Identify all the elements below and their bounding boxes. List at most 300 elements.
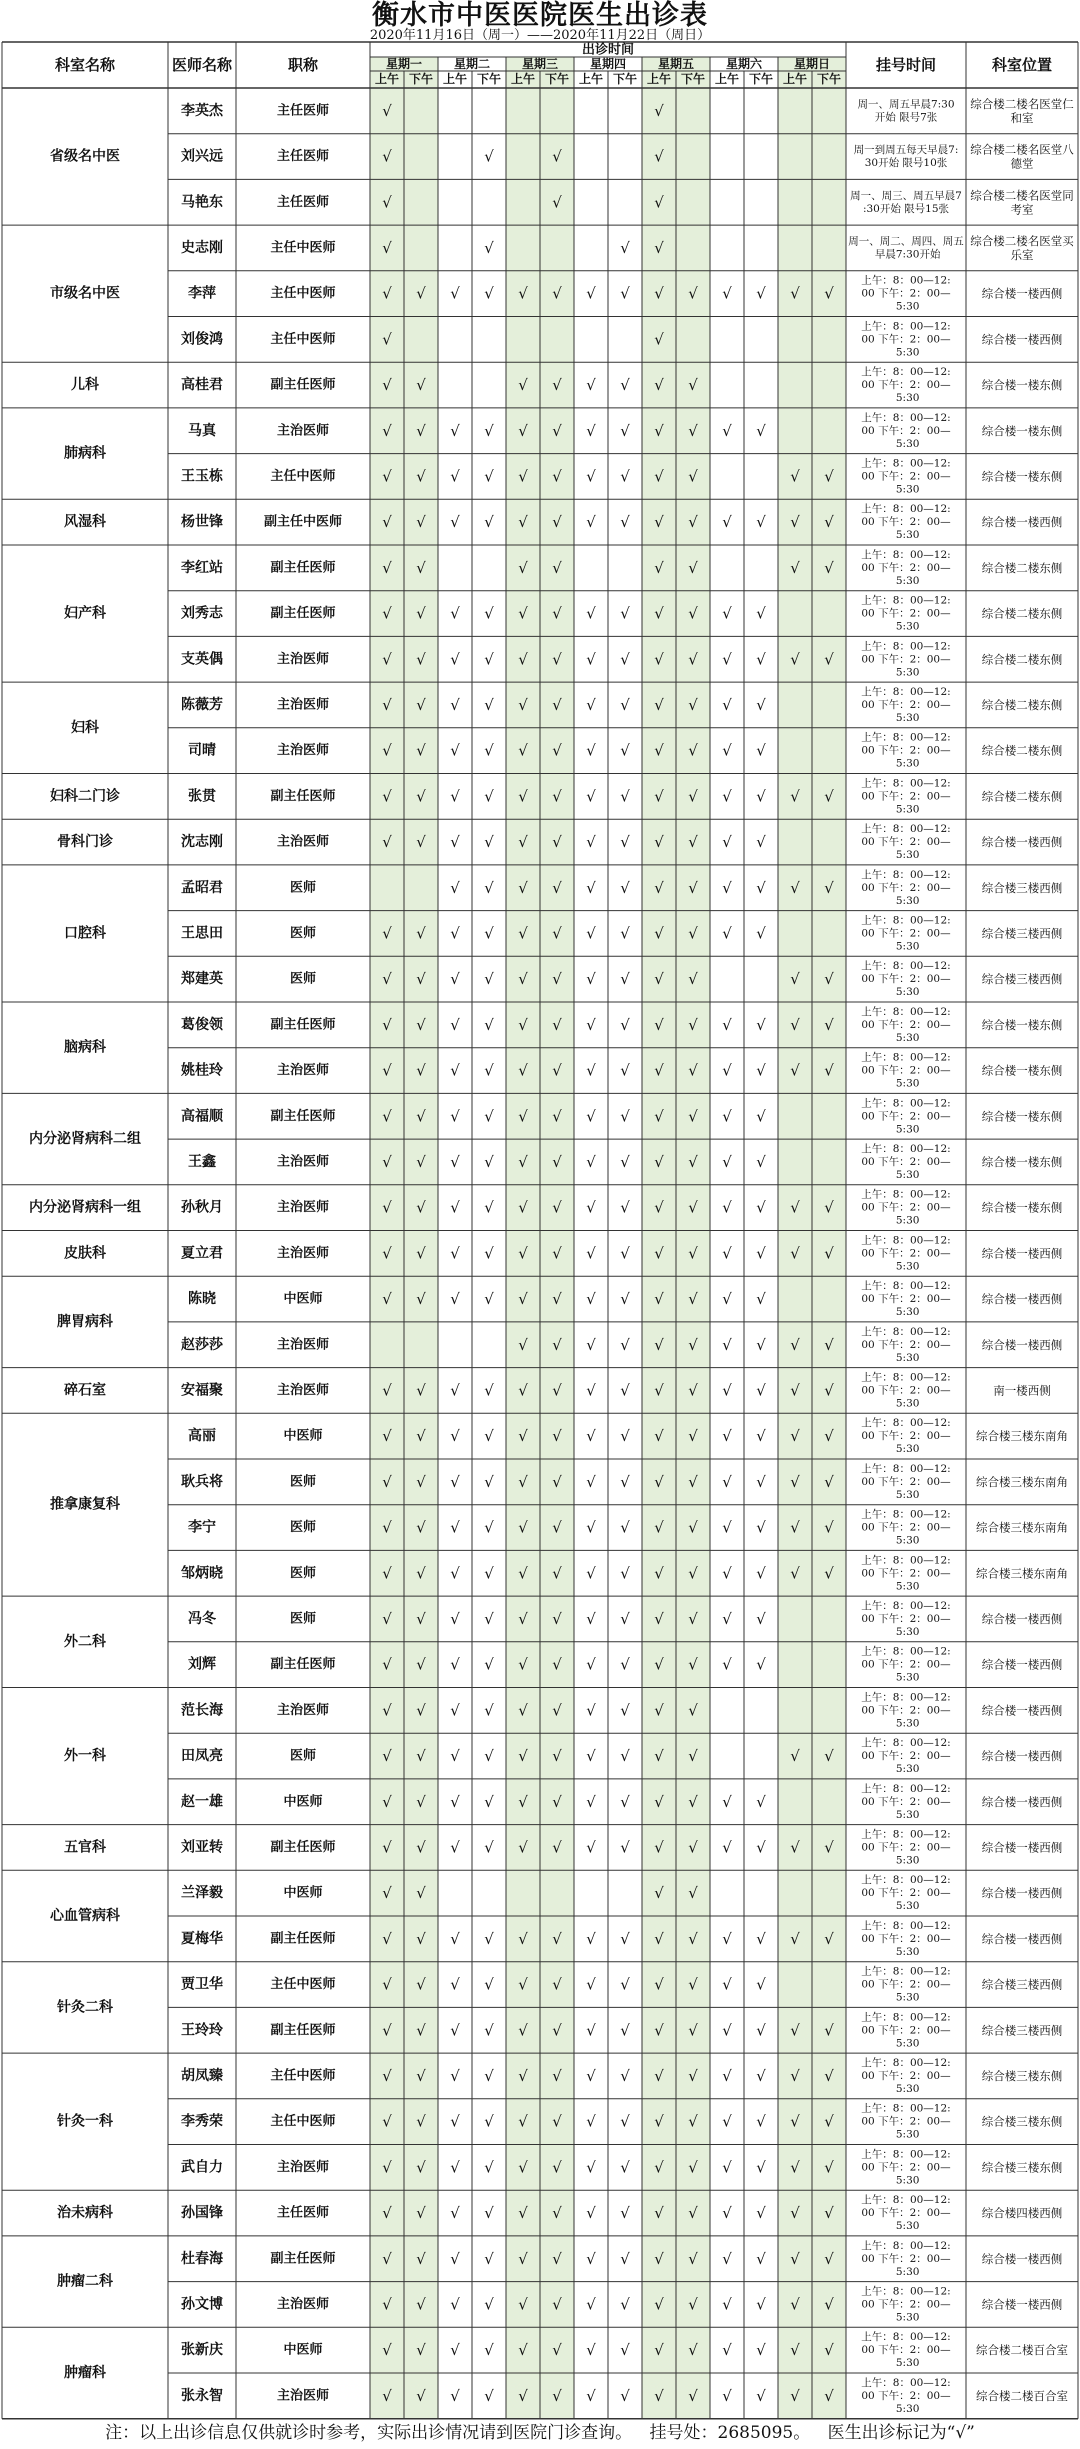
doctor-name: 王鑫 (188, 1153, 216, 1170)
dept-name: 内分泌肾病科二组 (29, 1131, 141, 1148)
check-mark: √ (450, 878, 460, 897)
location-text: 综合楼二楼名医堂仁和室 (970, 96, 1074, 125)
dept-name: 肿瘤科 (64, 2365, 106, 2381)
check-mark: √ (654, 787, 664, 806)
check-mark: √ (620, 1335, 630, 1354)
check-mark: √ (450, 2341, 460, 2360)
check-mark: √ (484, 1564, 494, 1583)
doctor-name: 胡凤臻 (181, 2067, 223, 2084)
dept-name: 肿瘤二科 (57, 2273, 113, 2290)
check-mark: √ (518, 1107, 528, 1126)
check-mark: √ (552, 1701, 562, 1720)
check-mark: √ (722, 2158, 732, 2177)
check-mark: √ (518, 1929, 528, 1948)
check-mark: √ (416, 1015, 426, 1034)
doctor-title: 医师 (289, 1520, 317, 1536)
check-mark: √ (654, 376, 664, 395)
check-mark: √ (688, 604, 698, 623)
check-mark: √ (756, 1061, 766, 1080)
header-am: 上午 (442, 72, 468, 86)
check-mark: √ (484, 1701, 494, 1720)
check-mark: √ (620, 2158, 630, 2177)
check-mark: √ (552, 1747, 562, 1766)
doctor-name: 贾卫华 (181, 1976, 223, 1993)
check-mark: √ (756, 284, 766, 303)
check-mark: √ (552, 2249, 562, 2268)
doctor-name: 冯冬 (188, 1610, 216, 1627)
dept-name: 治未病科 (57, 2205, 113, 2222)
check-mark: √ (756, 1107, 766, 1126)
check-mark: √ (416, 1472, 426, 1491)
check-mark: √ (654, 1564, 664, 1583)
check-mark: √ (552, 1198, 562, 1217)
check-mark: √ (586, 1061, 596, 1080)
check-mark: √ (416, 284, 426, 303)
header-day-2: 星期二 (453, 57, 491, 71)
check-mark: √ (790, 787, 800, 806)
check-mark: √ (518, 2386, 528, 2405)
check-mark: √ (416, 2249, 426, 2268)
check-mark: √ (654, 1929, 664, 1948)
dept-name: 省级名中医 (50, 148, 120, 165)
header-am: 上午 (714, 72, 740, 86)
date-range-subtitle: 2020年11月16日（周一）——2020年11月22日（周日） (369, 28, 711, 43)
check-mark: √ (654, 193, 664, 212)
header-pm: 下午 (612, 72, 638, 86)
check-mark: √ (620, 2112, 630, 2131)
check-mark: √ (756, 833, 766, 852)
check-mark: √ (518, 741, 528, 760)
check-mark: √ (450, 2021, 460, 2040)
doctor-name: 刘秀志 (181, 605, 223, 622)
header-am: 上午 (646, 72, 672, 86)
reg-time-text: 上午：8：00—12: 00 下午：2：00— 5:30 (861, 1462, 951, 1501)
check-mark: √ (382, 1381, 392, 1400)
footer-phone: 挂号处：2685095。 (649, 2423, 811, 2443)
header-visit-time: 出诊时间 (581, 42, 635, 58)
check-mark: √ (756, 878, 766, 897)
check-mark: √ (722, 2249, 732, 2268)
doctor-title: 主治医师 (276, 651, 330, 667)
check-mark: √ (382, 650, 392, 669)
check-mark: √ (552, 1655, 562, 1674)
check-mark: √ (518, 604, 528, 623)
location-text: 综合楼三楼东南角 (976, 1520, 1068, 1535)
check-mark: √ (552, 193, 562, 212)
check-mark: √ (824, 1564, 834, 1583)
dept-name: 推拿康复科 (50, 1496, 120, 1513)
check-mark: √ (552, 2158, 562, 2177)
check-mark: √ (722, 1107, 732, 1126)
check-mark: √ (688, 2112, 698, 2131)
check-mark: √ (790, 2112, 800, 2131)
check-mark: √ (620, 741, 630, 760)
check-mark: √ (518, 787, 528, 806)
check-mark: √ (518, 2204, 528, 2223)
header-am: 上午 (578, 72, 604, 86)
doctor-name: 刘兴远 (181, 148, 223, 165)
check-mark: √ (382, 833, 392, 852)
check-mark: √ (790, 1427, 800, 1446)
check-mark: √ (484, 1290, 494, 1309)
check-mark: √ (416, 604, 426, 623)
check-mark: √ (416, 2021, 426, 2040)
header-title: 职称 (287, 56, 319, 74)
location-text: 综合楼三楼西侧 (981, 1977, 1063, 1992)
check-mark: √ (450, 2386, 460, 2405)
header-day-6: 星期六 (725, 57, 763, 71)
reg-time-text: 上午：8：00—12: 00 下午：2：00— 5:30 (861, 1142, 951, 1181)
doctor-title: 医师 (289, 925, 317, 941)
check-mark: √ (518, 1792, 528, 1811)
location-text: 综合楼一楼西侧 (981, 1657, 1063, 1672)
check-mark: √ (654, 1975, 664, 1994)
check-mark: √ (382, 513, 392, 532)
check-mark: √ (620, 284, 630, 303)
check-mark: √ (484, 1152, 494, 1171)
check-mark: √ (518, 284, 528, 303)
reg-time-text: 上午：8：00—12: 00 下午：2：00— 5:30 (861, 2011, 951, 2050)
doctor-title: 副主任医师 (270, 1017, 336, 1033)
check-mark: √ (382, 1472, 392, 1491)
check-mark: √ (722, 1244, 732, 1263)
check-mark: √ (518, 878, 528, 897)
doctor-title: 主治医师 (276, 743, 330, 759)
location-text: 综合楼一楼东侧 (981, 469, 1063, 484)
check-mark: √ (620, 421, 630, 440)
check-mark: √ (586, 1792, 596, 1811)
check-mark: √ (654, 1609, 664, 1628)
check-mark: √ (518, 513, 528, 532)
check-mark: √ (620, 1701, 630, 1720)
reg-time-text: 上午：8：00—12: 00 下午：2：00— 5:30 (861, 1097, 951, 1136)
check-mark: √ (382, 2249, 392, 2268)
check-mark: √ (824, 1427, 834, 1446)
doctor-name: 李萍 (188, 285, 216, 302)
check-mark: √ (450, 741, 460, 760)
reg-time-text: 上午：8：00—12: 00 下午：2：00— 5:30 (861, 1919, 951, 1958)
check-mark: √ (688, 2341, 698, 2360)
doctor-name: 李秀荣 (181, 2113, 223, 2130)
check-mark: √ (688, 1198, 698, 1217)
doctor-title: 医师 (289, 1611, 317, 1627)
doctor-name: 史志刚 (181, 239, 223, 256)
dept-name: 针灸二科 (57, 1999, 113, 2016)
check-mark: √ (382, 604, 392, 623)
check-mark: √ (518, 2295, 528, 2314)
check-mark: √ (552, 1061, 562, 1080)
check-mark: √ (450, 1152, 460, 1171)
check-mark: √ (722, 513, 732, 532)
check-mark: √ (620, 1655, 630, 1674)
check-mark: √ (518, 1244, 528, 1263)
doctor-name: 夏立君 (181, 1245, 223, 1262)
reg-time-text: 上午：8：00—12: 00 下午：2：00— 5:30 (861, 548, 951, 587)
doctor-title: 副主任医师 (270, 2251, 336, 2267)
check-mark: √ (790, 1564, 800, 1583)
check-mark: √ (586, 1518, 596, 1537)
doctor-title: 医师 (289, 880, 317, 896)
check-mark: √ (654, 147, 664, 166)
check-mark: √ (416, 2066, 426, 2085)
doctor-title: 副主任医师 (270, 2022, 336, 2038)
check-mark: √ (450, 1381, 460, 1400)
location-text: 综合楼三楼西侧 (981, 972, 1063, 987)
location-text: 综合楼二楼名医堂同考室 (970, 188, 1074, 217)
check-mark: √ (722, 2341, 732, 2360)
check-mark: √ (824, 467, 834, 486)
check-mark: √ (688, 1472, 698, 1491)
location-text: 综合楼三楼东南角 (976, 1474, 1068, 1489)
check-mark: √ (416, 2204, 426, 2223)
check-mark: √ (654, 970, 664, 989)
doctor-name: 李宁 (188, 1519, 216, 1536)
check-mark: √ (824, 2249, 834, 2268)
check-mark: √ (688, 513, 698, 532)
doctor-name: 高丽 (188, 1428, 216, 1445)
check-mark: √ (416, 467, 426, 486)
check-mark: √ (790, 2021, 800, 2040)
check-mark: √ (518, 1198, 528, 1217)
check-mark: √ (484, 695, 494, 714)
dept-name: 五官科 (64, 1839, 106, 1856)
check-mark: √ (688, 2021, 698, 2040)
check-mark: √ (722, 1152, 732, 1171)
check-mark: √ (722, 878, 732, 897)
check-mark: √ (654, 695, 664, 714)
location-text: 综合楼二楼东侧 (981, 697, 1063, 712)
check-mark: √ (620, 2249, 630, 2268)
check-mark: √ (450, 1838, 460, 1857)
check-mark: √ (620, 2386, 630, 2405)
dept-name: 碎石室 (64, 1382, 106, 1399)
doctor-name: 支英偶 (181, 651, 223, 668)
check-mark: √ (382, 1975, 392, 1994)
check-mark: √ (688, 1061, 698, 1080)
location-text: 综合楼三楼西侧 (981, 2023, 1063, 2038)
check-mark: √ (450, 1747, 460, 1766)
reg-time-text: 上午：8：00—12: 00 下午：2：00— 5:30 (861, 960, 951, 999)
check-mark: √ (484, 2158, 494, 2177)
dept-name: 市级名中医 (50, 285, 120, 302)
check-mark: √ (552, 1152, 562, 1171)
reg-time-text: 上午：8：00—12: 00 下午：2：00— 5:30 (861, 366, 951, 405)
doctor-name: 沈志刚 (181, 834, 223, 851)
check-mark: √ (518, 2158, 528, 2177)
check-mark: √ (586, 1335, 596, 1354)
doctor-title: 主治医师 (276, 2159, 330, 2175)
check-mark: √ (756, 1244, 766, 1263)
check-mark: √ (654, 2021, 664, 2040)
check-mark: √ (654, 1427, 664, 1446)
check-mark: √ (756, 604, 766, 623)
check-mark: √ (620, 1472, 630, 1491)
check-mark: √ (552, 1427, 562, 1446)
check-mark: √ (620, 787, 630, 806)
check-mark: √ (416, 1198, 426, 1217)
doctor-title: 主任中医师 (270, 2114, 336, 2130)
check-mark: √ (586, 284, 596, 303)
doctor-title: 主治医师 (276, 1702, 330, 1718)
check-mark: √ (416, 970, 426, 989)
check-mark: √ (484, 1381, 494, 1400)
check-mark: √ (552, 2295, 562, 2314)
check-mark: √ (552, 1975, 562, 1994)
check-mark: √ (416, 1107, 426, 1126)
check-mark: √ (824, 1061, 834, 1080)
doctor-name: 张新庆 (181, 2342, 223, 2359)
doctor-name: 陈晓 (188, 1291, 216, 1308)
check-mark: √ (382, 1655, 392, 1674)
check-mark: √ (586, 376, 596, 395)
doctor-title: 主任中医师 (270, 2068, 336, 2084)
check-mark: √ (824, 558, 834, 577)
reg-time-text: 上午：8：00—12: 00 下午：2：00— 5:30 (861, 457, 951, 496)
check-mark: √ (654, 878, 664, 897)
check-mark: √ (722, 1472, 732, 1491)
check-mark: √ (654, 1015, 664, 1034)
check-mark: √ (756, 421, 766, 440)
check-mark: √ (484, 924, 494, 943)
check-mark: √ (756, 1929, 766, 1948)
check-mark: √ (722, 2066, 732, 2085)
check-mark: √ (586, 1198, 596, 1217)
location-text: 综合楼四楼西侧 (981, 2206, 1063, 2221)
check-mark: √ (722, 695, 732, 714)
check-mark: √ (688, 787, 698, 806)
check-mark: √ (586, 467, 596, 486)
check-mark: √ (688, 1152, 698, 1171)
check-mark: √ (484, 284, 494, 303)
check-mark: √ (586, 513, 596, 532)
dept-name: 口腔科 (64, 925, 106, 942)
dept-name: 骨科门诊 (57, 834, 113, 851)
check-mark: √ (382, 970, 392, 989)
check-mark: √ (722, 1290, 732, 1309)
check-mark: √ (790, 467, 800, 486)
footer-legend: 医生出诊标记为“√” (827, 2423, 975, 2443)
check-mark: √ (586, 1655, 596, 1674)
reg-time-text: 上午：8：00—12: 00 下午：2：00— 5:30 (861, 1782, 951, 1821)
check-mark: √ (416, 787, 426, 806)
check-mark: √ (484, 147, 494, 166)
doctor-name: 王玉栋 (181, 468, 223, 485)
check-mark: √ (552, 1929, 562, 1948)
check-mark: √ (416, 2295, 426, 2314)
reg-time-text: 周一、周二、周四、周五 早晨7:30开始 (848, 235, 964, 261)
check-mark: √ (450, 1655, 460, 1674)
reg-time-text: 上午：8：00—12: 00 下午：2：00— 5:30 (861, 868, 951, 907)
check-mark: √ (620, 695, 630, 714)
reg-time-text: 上午：8：00—12: 00 下午：2：00— 5:30 (861, 1737, 951, 1776)
doctor-title: 医师 (289, 1474, 317, 1490)
check-mark: √ (484, 2295, 494, 2314)
location-text: 综合楼一楼东侧 (981, 1063, 1063, 1078)
check-mark: √ (484, 650, 494, 669)
check-mark: √ (450, 787, 460, 806)
reg-time-text: 周一到周五每天早晨7: 30开始 限号10张 (853, 144, 959, 170)
check-mark: √ (790, 1244, 800, 1263)
doctor-title: 主任医师 (276, 103, 330, 119)
check-mark: √ (620, 513, 630, 532)
check-mark: √ (654, 924, 664, 943)
check-mark: √ (654, 2386, 664, 2405)
location-text: 综合楼一楼西侧 (981, 1886, 1063, 1901)
check-mark: √ (790, 2158, 800, 2177)
check-mark: √ (484, 1838, 494, 1857)
check-mark: √ (382, 1609, 392, 1628)
check-mark: √ (790, 1381, 800, 1400)
check-mark: √ (756, 513, 766, 532)
check-mark: √ (688, 1792, 698, 1811)
check-mark: √ (620, 1747, 630, 1766)
check-mark: √ (484, 787, 494, 806)
check-mark: √ (518, 1290, 528, 1309)
check-mark: √ (450, 1792, 460, 1811)
location-text: 综合楼一楼西侧 (981, 2297, 1063, 2312)
check-mark: √ (382, 1198, 392, 1217)
check-mark: √ (552, 2112, 562, 2131)
check-mark: √ (654, 1701, 664, 1720)
doctor-name: 赵一雄 (181, 1793, 223, 1810)
check-mark: √ (586, 1015, 596, 1034)
check-mark: √ (620, 833, 630, 852)
check-mark: √ (484, 1518, 494, 1537)
check-mark: √ (620, 924, 630, 943)
check-mark: √ (450, 1107, 460, 1126)
check-mark: √ (518, 2112, 528, 2131)
reg-time-text: 上午：8：00—12: 00 下午：2：00— 5:30 (861, 2376, 951, 2415)
check-mark: √ (416, 1244, 426, 1263)
check-mark: √ (620, 604, 630, 623)
reg-time-text: 上午：8：00—12: 00 下午：2：00— 5:30 (861, 1188, 951, 1227)
check-mark: √ (382, 101, 392, 120)
check-mark: √ (722, 421, 732, 440)
reg-time-text: 上午：8：00—12: 00 下午：2：00— 5:30 (861, 594, 951, 633)
check-mark: √ (790, 1929, 800, 1948)
check-mark: √ (416, 2112, 426, 2131)
check-mark: √ (722, 1381, 732, 1400)
check-mark: √ (484, 1198, 494, 1217)
check-mark: √ (756, 924, 766, 943)
check-mark: √ (722, 787, 732, 806)
dept-name: 脾胃病科 (57, 1313, 113, 1330)
dept-name: 儿科 (71, 377, 99, 394)
check-mark: √ (756, 2066, 766, 2085)
check-mark: √ (518, 1472, 528, 1491)
location-text: 综合楼三楼东侧 (981, 2160, 1063, 2175)
check-mark: √ (518, 1609, 528, 1628)
check-mark: √ (450, 284, 460, 303)
reg-time-text: 上午：8：00—12: 00 下午：2：00— 5:30 (861, 1051, 951, 1090)
check-mark: √ (790, 2295, 800, 2314)
check-mark: √ (552, 513, 562, 532)
check-mark: √ (382, 238, 392, 257)
check-mark: √ (586, 1838, 596, 1857)
check-mark: √ (654, 1747, 664, 1766)
check-mark: √ (688, 2204, 698, 2223)
doctor-title: 主任中医师 (270, 286, 336, 302)
doctor-title: 副主任医师 (270, 1108, 336, 1124)
check-mark: √ (484, 2204, 494, 2223)
check-mark: √ (552, 2021, 562, 2040)
doctor-name: 马艳东 (181, 194, 223, 211)
location-text: 综合楼一楼东侧 (981, 1109, 1063, 1124)
check-mark: √ (518, 2021, 528, 2040)
check-mark: √ (620, 1107, 630, 1126)
check-mark: √ (824, 2204, 834, 2223)
check-mark: √ (382, 1564, 392, 1583)
